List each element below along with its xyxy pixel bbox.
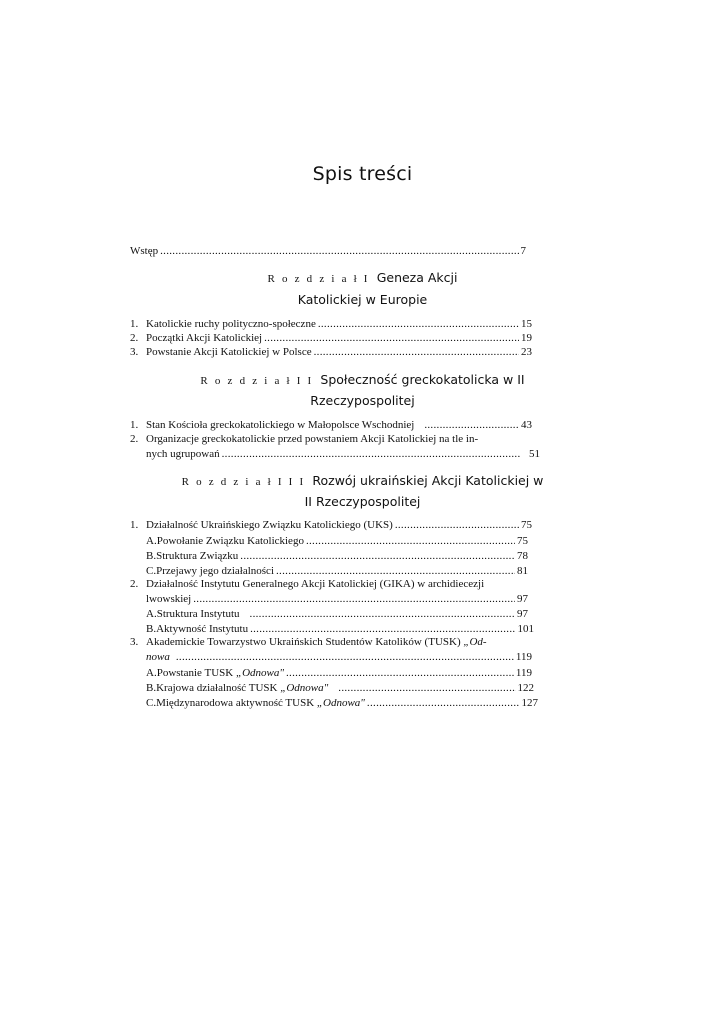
chapter-heading-1-line2	[0, 292, 725, 309]
toc-entry-line1	[130, 636, 540, 648]
leader-dots	[276, 565, 515, 577]
leader-dots	[318, 318, 519, 330]
toc-entry-text: lwowskiej	[146, 593, 192, 605]
toc-entry	[146, 533, 540, 547]
toc-entry-number: 2.	[130, 433, 139, 445]
toc-entry-number: 2.	[130, 578, 139, 590]
toc-entry	[146, 680, 540, 694]
leader-dots	[250, 608, 515, 620]
toc-entry-page: 19	[521, 332, 532, 344]
toc-entry-text: Krajowa działalność TUSK „Odnowa"	[156, 682, 329, 694]
toc-entry-page: 78	[517, 550, 528, 562]
chapter-title: Rzeczypospolitej	[310, 393, 415, 408]
toc-entry-text: Powołanie Związku Katolickiego	[156, 535, 304, 547]
toc-entry	[146, 548, 540, 562]
chapter-label: R o z d z i a ł I	[267, 273, 370, 285]
chapter-heading-1	[0, 270, 725, 287]
leader-dots	[176, 651, 514, 663]
toc-entry-page: 119	[515, 651, 532, 663]
toc-entry-number: 3.	[130, 346, 139, 358]
toc-entry	[130, 316, 540, 330]
toc-entry-page: 23	[521, 346, 532, 358]
toc-entry	[130, 344, 540, 358]
toc-entry-text: Akademickie Towarzystwo Ukraińskich Studentów Katolików (TUSK) „Od-	[146, 636, 487, 648]
toc-entry-letter: C.	[146, 565, 157, 577]
toc-entry	[146, 446, 540, 460]
toc-entry-text: Działalność Ukraińskiego Związku Katolickiego (UKS)	[146, 519, 393, 531]
toc-entry-number: 2.	[130, 332, 139, 344]
toc-entry-text: Wstęp	[130, 245, 159, 257]
toc-entry-letter: A.	[146, 667, 157, 679]
toc-entry-letter: C.	[146, 697, 157, 709]
leader-dots	[160, 245, 518, 257]
toc-entry-letter: B.	[146, 550, 157, 562]
toc-entry-text: Początki Akcji Katolickiej	[146, 332, 263, 344]
chapter-label: R o z d z i a ł I I I	[181, 476, 306, 488]
toc-entry	[146, 563, 540, 577]
toc-entry	[146, 621, 540, 635]
leader-dots	[338, 682, 515, 694]
toc-entry-letter: A.	[146, 608, 157, 620]
toc-entry-line1	[130, 578, 540, 590]
page-title: Spis treści	[312, 163, 413, 185]
toc-entry-letter: A.	[146, 535, 157, 547]
toc-entry-text: Działalność Instytutu Generalnego Akcji Katolickiej (GIKA) w archidiecezji	[146, 578, 485, 590]
chapter-heading-3	[0, 473, 725, 490]
toc-entry-letter: B.	[146, 623, 157, 635]
toc-entry-text: nowa	[146, 651, 170, 663]
toc-entry-text: nych ugrupowań	[146, 448, 220, 460]
leader-dots	[264, 332, 519, 344]
toc-entry-text: Przejawy jego działalności	[156, 565, 274, 577]
toc-entry	[130, 517, 540, 531]
toc-entry	[146, 606, 540, 620]
toc-entry-page: 81	[517, 565, 528, 577]
toc-entry-text: Struktura Związku	[156, 550, 239, 562]
toc-entry-text-italic: „Od-	[463, 636, 487, 648]
toc-entry-text: Aktywność Instytutu	[156, 623, 249, 635]
toc-entry-page: 15	[521, 318, 532, 330]
leader-dots	[367, 697, 520, 709]
toc-entry-page: 75	[517, 535, 528, 547]
toc-entry-text: Międzynarodowa aktywność TUSK „Odnowa"	[156, 697, 365, 709]
chapter-title: II Rzeczypospolitej	[304, 494, 421, 509]
toc-entry-page: 127	[521, 697, 538, 709]
toc-entry	[146, 649, 540, 663]
toc-entry-text-italic: „Odnowa"	[235, 667, 284, 679]
toc-entry-text: Katolickie ruchy polityczno-społeczne	[146, 318, 316, 330]
toc-entry-text: Struktura Instytutu	[156, 608, 240, 620]
chapter-heading-3-line2	[0, 494, 725, 511]
toc-entry	[146, 591, 540, 605]
toc-entry-text: Stan Kościoła greckokatolickiego w Małopolsce Wschodniej	[146, 419, 415, 431]
chapter-heading-2-line2	[0, 393, 725, 410]
chapter-label: R o z d z i a ł I I	[200, 375, 314, 387]
chapter-title: Geneza Akcji	[376, 270, 458, 285]
toc-entry-page: 7	[520, 245, 526, 257]
toc-entry-page: 75	[521, 519, 532, 531]
chapter-title: Katolickiej w Europie	[297, 292, 428, 307]
toc-entry-text-italic: „Odnowa"	[316, 697, 365, 709]
leader-dots	[286, 667, 514, 679]
toc-entry	[130, 243, 540, 257]
toc-entry-number: 1.	[130, 419, 139, 431]
toc-entry-page: 51	[529, 448, 540, 460]
toc-entry-page: 97	[517, 593, 528, 605]
leader-dots	[222, 448, 521, 460]
toc-entry-text: Powstanie TUSK „Odnowa"	[156, 667, 284, 679]
toc-entry-page: 97	[517, 608, 528, 620]
toc-entry-page: 101	[517, 623, 534, 635]
toc-entry	[146, 665, 540, 679]
toc-entry-text-italic: „Odnowa"	[280, 682, 329, 694]
chapter-title: Społeczność greckokatolicka w II	[320, 372, 525, 387]
toc-entry-page: 43	[521, 419, 532, 431]
leader-dots	[306, 535, 515, 547]
toc-entry-number: 1.	[130, 519, 139, 531]
toc-entry-number: 3.	[130, 636, 139, 648]
toc-entry-text: Organizacje greckokatolickie przed powstaniem Akcji Katolickiej na tle in-	[146, 433, 479, 445]
leader-dots	[193, 593, 515, 605]
leader-dots	[250, 623, 515, 635]
chapter-title: Rozwój ukraińskiej Akcji Katolickiej w	[312, 473, 544, 488]
leader-dots	[240, 550, 515, 562]
toc-entry	[130, 330, 540, 344]
chapter-heading-2	[0, 372, 725, 389]
toc-entry-number: 1.	[130, 318, 139, 330]
toc-entry-line1	[130, 433, 540, 445]
toc-entry	[146, 695, 540, 709]
leader-dots	[424, 419, 519, 431]
toc-entry-text: Powstanie Akcji Katolickiej w Polsce	[146, 346, 312, 358]
leader-dots	[395, 519, 519, 531]
leader-dots	[314, 346, 519, 358]
toc-entry-page: 122	[517, 682, 534, 694]
toc-entry-letter: B.	[146, 682, 157, 694]
toc-entry	[130, 417, 540, 431]
toc-entry-page: 119	[515, 667, 532, 679]
